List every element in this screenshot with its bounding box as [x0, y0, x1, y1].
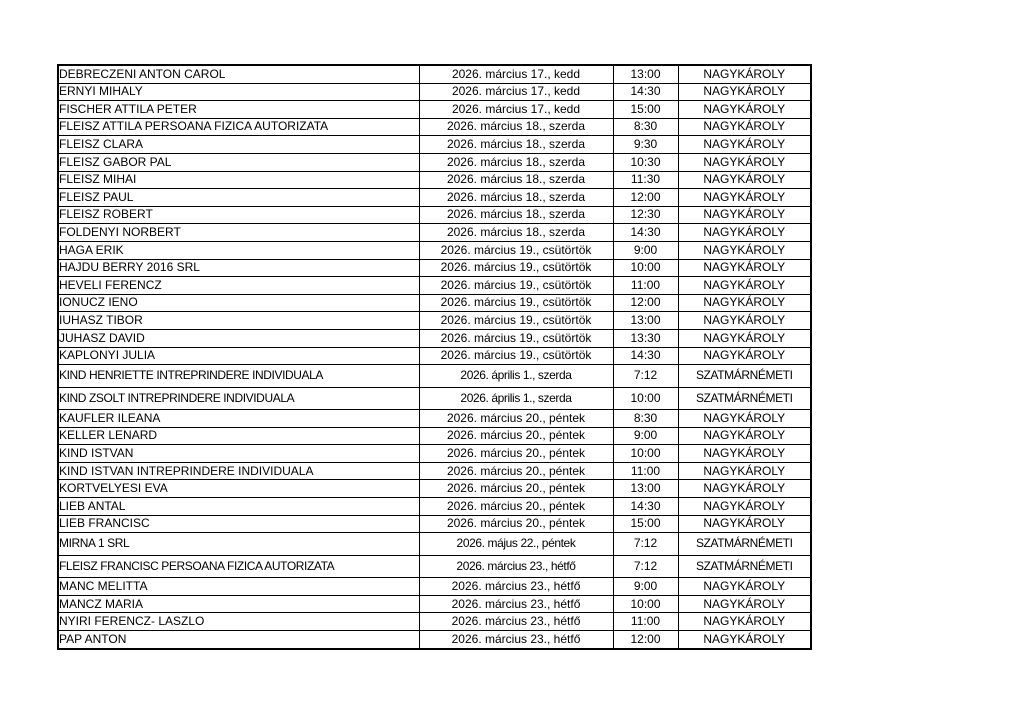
- cell-time: 14:30: [613, 498, 678, 516]
- cell-time: 12:30: [613, 206, 678, 224]
- cell-location: NAGYKÁROLY: [678, 118, 811, 136]
- table-row: [58, 277, 811, 295]
- cell-date: 2026. március 18., szerda: [419, 153, 613, 171]
- cell-time: 12:00: [613, 294, 678, 312]
- table-row: [58, 387, 811, 410]
- cell-date: 2026. március 20., péntek: [419, 498, 613, 516]
- cell-date: 2026. március 23., hétfő: [419, 555, 613, 578]
- cell-location: NAGYKÁROLY: [678, 445, 811, 463]
- cell-date: 2026. április 1., szerda: [419, 387, 613, 410]
- cell-time: 7:12: [613, 365, 678, 388]
- cell-date: 2026. március 18., szerda: [419, 206, 613, 224]
- cell-time: 13:00: [613, 65, 678, 83]
- cell-name: KIND HENRIETTE INTREPRINDERE INDIVIDUALA: [58, 365, 419, 388]
- cell-name: KORTVELYESI EVA: [58, 480, 419, 498]
- cell-location: NAGYKÁROLY: [678, 206, 811, 224]
- cell-time: 9:00: [613, 427, 678, 445]
- table-row: [58, 445, 811, 463]
- cell-time: 10:00: [613, 445, 678, 463]
- cell-location: SZATMÁRNÉMETI: [678, 365, 811, 388]
- table-row: [58, 171, 811, 189]
- table-row: [58, 329, 811, 347]
- cell-name: FLEISZ FRANCISC PERSOANA FIZICA AUTORIZATA: [58, 555, 419, 578]
- cell-location: NAGYKÁROLY: [678, 101, 811, 119]
- table-row: [58, 578, 811, 596]
- cell-time: 9:30: [613, 136, 678, 154]
- cell-location: NAGYKÁROLY: [678, 136, 811, 154]
- cell-time: 9:00: [613, 241, 678, 259]
- cell-date: 2026. március 19., csütörtök: [419, 329, 613, 347]
- cell-location: NAGYKÁROLY: [678, 347, 811, 365]
- cell-time: 11:00: [613, 462, 678, 480]
- cell-date: 2026. március 18., szerda: [419, 189, 613, 207]
- cell-name: IUHASZ TIBOR: [58, 312, 419, 330]
- table-row: [58, 241, 811, 259]
- table-row: [58, 65, 811, 83]
- cell-location: NAGYKÁROLY: [678, 241, 811, 259]
- cell-time: 12:00: [613, 189, 678, 207]
- cell-name: KIND ZSOLT INTREPRINDERE INDIVIDUALA: [58, 387, 419, 410]
- cell-date: 2026. március 20., péntek: [419, 515, 613, 533]
- schedule-table-body: [58, 65, 811, 649]
- cell-time: 15:00: [613, 101, 678, 119]
- cell-name: NYIRI FERENCZ- LASZLO: [58, 613, 419, 631]
- cell-location: NAGYKÁROLY: [678, 65, 811, 83]
- table-row: [58, 153, 811, 171]
- cell-date: 2026. március 19., csütörtök: [419, 277, 613, 295]
- table-row: [58, 224, 811, 242]
- cell-location: NAGYKÁROLY: [678, 498, 811, 516]
- cell-location: NAGYKÁROLY: [678, 595, 811, 613]
- cell-location: NAGYKÁROLY: [678, 480, 811, 498]
- cell-date: 2026. március 20., péntek: [419, 480, 613, 498]
- cell-date: 2026. március 20., péntek: [419, 462, 613, 480]
- cell-name: FLEISZ ROBERT: [58, 206, 419, 224]
- cell-time: 10:00: [613, 387, 678, 410]
- cell-date: 2026. március 17., kedd: [419, 83, 613, 101]
- cell-time: 10:00: [613, 595, 678, 613]
- cell-location: NAGYKÁROLY: [678, 277, 811, 295]
- cell-name: PAP ANTON: [58, 631, 419, 649]
- cell-time: 11:30: [613, 171, 678, 189]
- table-row: [58, 259, 811, 277]
- cell-name: DEBRECZENI ANTON CAROL: [58, 65, 419, 83]
- cell-time: 9:00: [613, 578, 678, 596]
- cell-time: 11:00: [613, 613, 678, 631]
- cell-date: 2026. március 18., szerda: [419, 118, 613, 136]
- cell-name: LIEB FRANCISC: [58, 515, 419, 533]
- cell-date: 2026. március 18., szerda: [419, 136, 613, 154]
- cell-location: NAGYKÁROLY: [678, 224, 811, 242]
- table-row: [58, 136, 811, 154]
- cell-name: KAUFLER ILEANA: [58, 410, 419, 428]
- cell-location: NAGYKÁROLY: [678, 329, 811, 347]
- cell-time: 7:12: [613, 555, 678, 578]
- cell-location: NAGYKÁROLY: [678, 189, 811, 207]
- cell-date: 2026. március 19., csütörtök: [419, 259, 613, 277]
- table-row: [58, 498, 811, 516]
- table-row: [58, 533, 811, 556]
- cell-name: HEVELI FERENCZ: [58, 277, 419, 295]
- cell-time: 13:30: [613, 329, 678, 347]
- cell-location: NAGYKÁROLY: [678, 427, 811, 445]
- cell-name: LIEB ANTAL: [58, 498, 419, 516]
- table-row: [58, 294, 811, 312]
- table-row: [58, 410, 811, 428]
- cell-name: KIND ISTVAN INTREPRINDERE INDIVIDUALA: [58, 462, 419, 480]
- cell-location: SZATMÁRNÉMETI: [678, 533, 811, 556]
- cell-time: 13:00: [613, 312, 678, 330]
- table-row: [58, 555, 811, 578]
- cell-name: HAJDU BERRY 2016 SRL: [58, 259, 419, 277]
- schedule-table: [57, 64, 812, 650]
- cell-location: SZATMÁRNÉMETI: [678, 387, 811, 410]
- table-row: [58, 462, 811, 480]
- cell-location: NAGYKÁROLY: [678, 83, 811, 101]
- cell-date: 2026. március 18., szerda: [419, 171, 613, 189]
- cell-time: 8:30: [613, 410, 678, 428]
- cell-date: 2026. március 19., csütörtök: [419, 294, 613, 312]
- cell-location: NAGYKÁROLY: [678, 631, 811, 649]
- cell-name: ERNYI MIHALY: [58, 83, 419, 101]
- cell-name: IONUCZ IENO: [58, 294, 419, 312]
- cell-date: 2026. március 23., hétfő: [419, 613, 613, 631]
- cell-location: NAGYKÁROLY: [678, 312, 811, 330]
- cell-name: HAGA ERIK: [58, 241, 419, 259]
- table-row: [58, 480, 811, 498]
- cell-name: FLEISZ PAUL: [58, 189, 419, 207]
- cell-name: FLEISZ GABOR PAL: [58, 153, 419, 171]
- cell-name: FLEISZ CLARA: [58, 136, 419, 154]
- cell-time: 12:00: [613, 631, 678, 649]
- table-row: [58, 101, 811, 119]
- table-row: [58, 515, 811, 533]
- cell-name: FLEISZ ATTILA PERSOANA FIZICA AUTORIZATA: [58, 118, 419, 136]
- cell-time: 13:00: [613, 480, 678, 498]
- table-row: [58, 631, 811, 649]
- table-row: [58, 595, 811, 613]
- table-row: [58, 118, 811, 136]
- cell-name: FLEISZ MIHAI: [58, 171, 419, 189]
- cell-time: 7:12: [613, 533, 678, 556]
- table-row: [58, 83, 811, 101]
- cell-location: NAGYKÁROLY: [678, 153, 811, 171]
- cell-location: NAGYKÁROLY: [678, 515, 811, 533]
- table-row: [58, 206, 811, 224]
- cell-date: 2026. március 23., hétfő: [419, 631, 613, 649]
- cell-date: 2026. március 17., kedd: [419, 101, 613, 119]
- cell-name: KIND ISTVAN: [58, 445, 419, 463]
- cell-date: 2026. március 19., csütörtök: [419, 347, 613, 365]
- cell-name: MIRNA 1 SRL: [58, 533, 419, 556]
- table-row: [58, 613, 811, 631]
- cell-date: 2026. március 20., péntek: [419, 410, 613, 428]
- cell-location: NAGYKÁROLY: [678, 259, 811, 277]
- cell-date: 2026. március 23., hétfő: [419, 595, 613, 613]
- cell-date: 2026. március 20., péntek: [419, 427, 613, 445]
- cell-name: MANCZ MARIA: [58, 595, 419, 613]
- cell-location: SZATMÁRNÉMETI: [678, 555, 811, 578]
- cell-date: 2026. március 19., csütörtök: [419, 241, 613, 259]
- table-row: [58, 312, 811, 330]
- table-row: [58, 365, 811, 388]
- cell-time: 8:30: [613, 118, 678, 136]
- cell-time: 14:30: [613, 83, 678, 101]
- cell-time: 14:30: [613, 224, 678, 242]
- cell-location: NAGYKÁROLY: [678, 410, 811, 428]
- cell-name: FOLDENYI NORBERT: [58, 224, 419, 242]
- cell-date: 2026. március 18., szerda: [419, 224, 613, 242]
- cell-location: NAGYKÁROLY: [678, 578, 811, 596]
- table-row: [58, 189, 811, 207]
- cell-time: 14:30: [613, 347, 678, 365]
- table-row: [58, 347, 811, 365]
- cell-location: NAGYKÁROLY: [678, 462, 811, 480]
- cell-time: 15:00: [613, 515, 678, 533]
- schedule-table-container: [57, 64, 812, 650]
- cell-date: 2026. március 19., csütörtök: [419, 312, 613, 330]
- cell-time: 10:30: [613, 153, 678, 171]
- cell-name: FISCHER ATTILA PETER: [58, 101, 419, 119]
- cell-name: JUHASZ DAVID: [58, 329, 419, 347]
- cell-location: NAGYKÁROLY: [678, 171, 811, 189]
- cell-name: KAPLONYI JULIA: [58, 347, 419, 365]
- cell-date: 2026. március 23., hétfő: [419, 578, 613, 596]
- cell-date: 2026. május 22., péntek: [419, 533, 613, 556]
- cell-date: 2026. március 20., péntek: [419, 445, 613, 463]
- cell-name: MANC MELITTA: [58, 578, 419, 596]
- cell-time: 10:00: [613, 259, 678, 277]
- cell-location: NAGYKÁROLY: [678, 613, 811, 631]
- cell-date: 2026. március 17., kedd: [419, 65, 613, 83]
- cell-time: 11:00: [613, 277, 678, 295]
- cell-location: NAGYKÁROLY: [678, 294, 811, 312]
- table-row: [58, 427, 811, 445]
- cell-name: KELLER LENARD: [58, 427, 419, 445]
- cell-date: 2026. április 1., szerda: [419, 365, 613, 388]
